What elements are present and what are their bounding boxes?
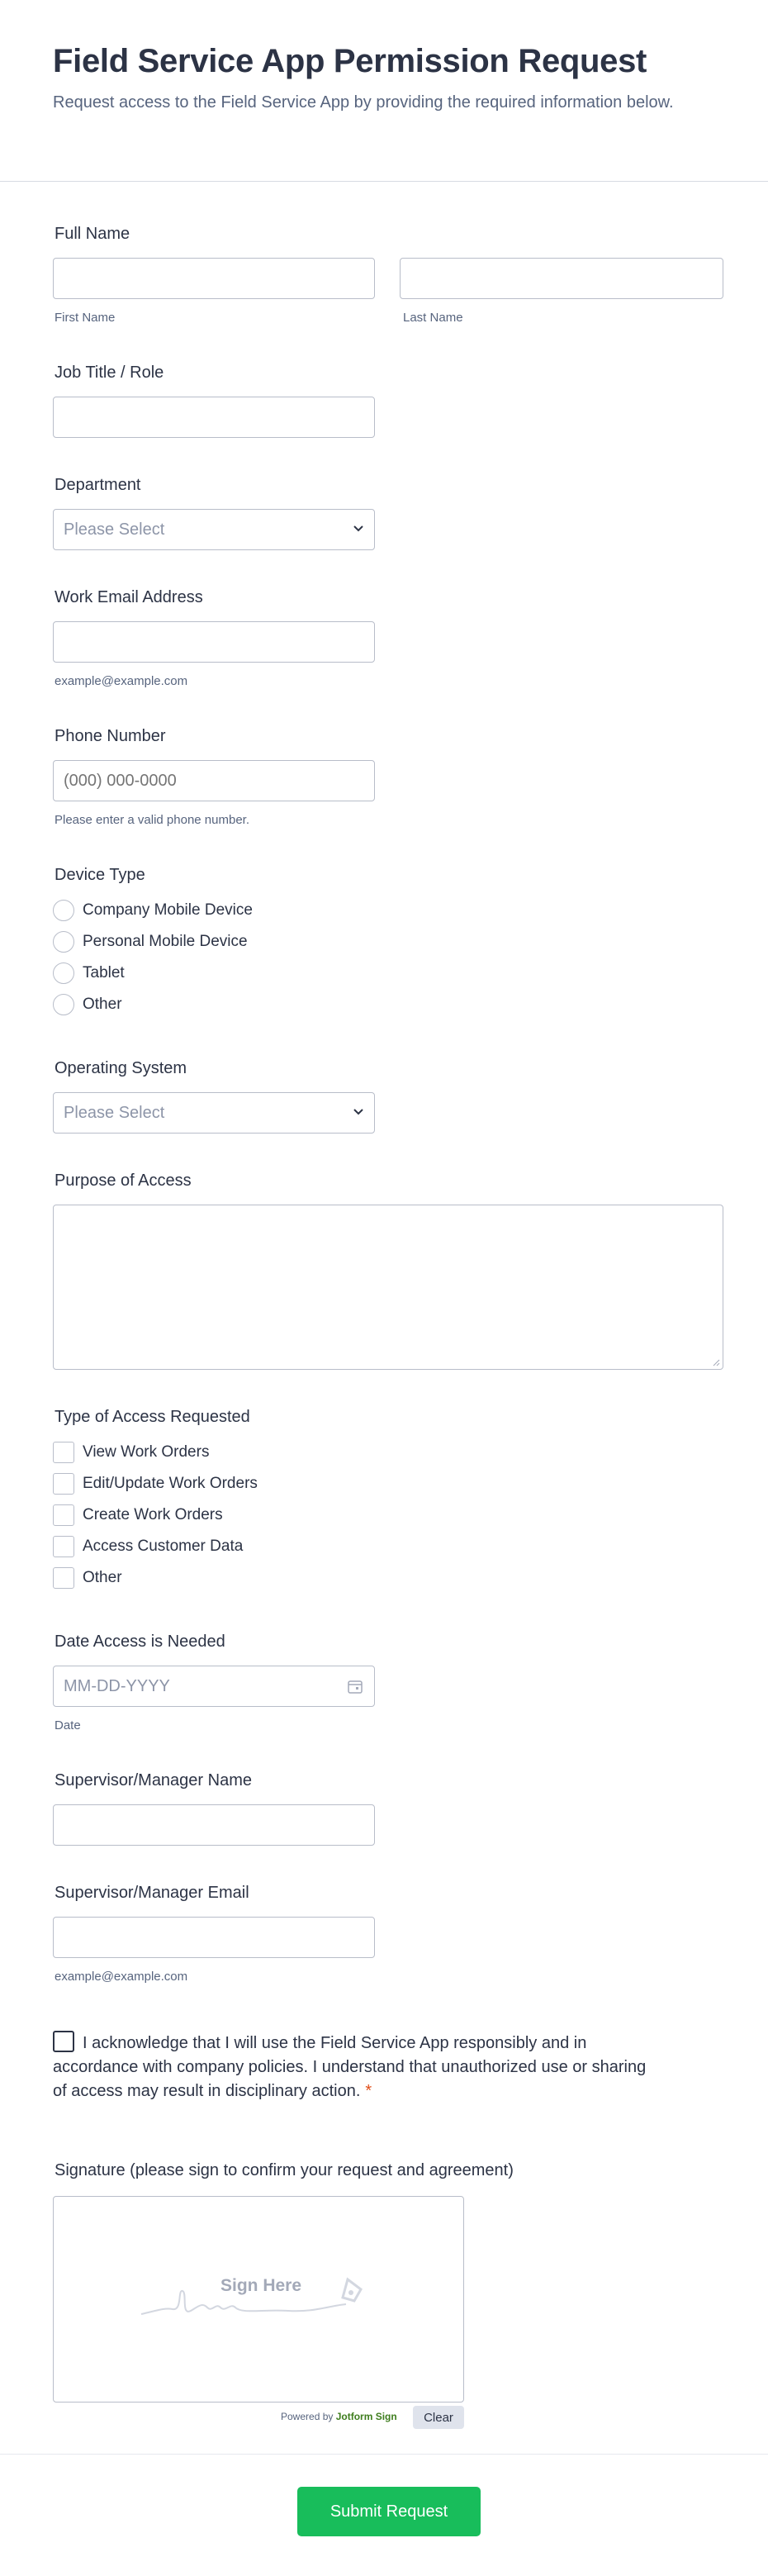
checkbox[interactable] [53, 1504, 74, 1526]
supervisor-email-sublabel: example@example.com [55, 1970, 188, 1984]
device-option-other[interactable] [53, 993, 122, 1016]
operating-system-selected-value: Please Select [64, 1103, 165, 1122]
radio-button[interactable] [53, 931, 74, 953]
full-name-label: Full Name [55, 225, 130, 243]
department-select[interactable] [53, 509, 375, 550]
phone-input[interactable] [53, 760, 375, 801]
radio-button[interactable] [53, 962, 74, 984]
chevron-down-icon [353, 1108, 364, 1116]
form-header [0, 0, 768, 182]
powered-by [281, 2411, 397, 2422]
phone-label: Phone Number [55, 727, 166, 745]
work-email-label: Work Email Address [55, 588, 203, 606]
footer-divider [0, 2454, 768, 2455]
first-name-sublabel: First Name [55, 311, 116, 325]
sign-here-text: Sign Here [220, 2276, 302, 2295]
access-option-label: View Work Orders [83, 1443, 210, 1461]
access-option-view[interactable] [53, 1441, 209, 1464]
signature-pad[interactable] [53, 2196, 464, 2403]
calendar-icon[interactable] [348, 1680, 363, 1694]
acknowledgement-field [53, 2031, 647, 2103]
last-name-input[interactable] [400, 258, 723, 299]
device-option-label: Company Mobile Device [83, 901, 253, 919]
department-selected-value: Please Select [64, 520, 165, 539]
radio-button[interactable] [53, 900, 74, 921]
device-option-tablet[interactable] [53, 962, 125, 985]
date-needed-input[interactable] [53, 1666, 375, 1707]
supervisor-name-label: Supervisor/Manager Name [55, 1771, 252, 1789]
supervisor-name-input[interactable] [53, 1804, 375, 1846]
device-type-label: Device Type [55, 866, 145, 884]
device-option-label: Other [83, 996, 122, 1013]
device-option-label: Tablet [83, 964, 125, 981]
access-option-label: Edit/Update Work Orders [83, 1475, 258, 1492]
phone-sublabel: Please enter a valid phone number. [55, 813, 249, 827]
submit-button[interactable]: Submit Request [297, 2487, 481, 2536]
job-title-input[interactable] [53, 397, 375, 438]
radio-button[interactable] [53, 994, 74, 1015]
required-mark: * [365, 2082, 372, 2100]
purpose-textarea[interactable] [53, 1205, 723, 1370]
access-option-label: Create Work Orders [83, 1506, 223, 1523]
work-email-input[interactable] [53, 621, 375, 663]
access-type-label: Type of Access Requested [55, 1408, 250, 1426]
access-option-label: Access Customer Data [83, 1538, 244, 1555]
checkbox[interactable] [53, 1442, 74, 1463]
clear-signature-button[interactable]: Clear [413, 2406, 464, 2429]
operating-system-label: Operating System [55, 1059, 187, 1077]
first-name-input[interactable] [53, 258, 375, 299]
checkbox[interactable] [53, 1536, 74, 1557]
work-email-sublabel: example@example.com [55, 674, 188, 688]
device-option-company[interactable] [53, 899, 253, 922]
checkbox[interactable] [53, 1473, 74, 1495]
signature-label: Signature (please sign to confirm your request and agreement) [55, 2161, 514, 2179]
last-name-sublabel: Last Name [403, 311, 463, 325]
access-option-label: Other [83, 1569, 122, 1586]
powered-brand[interactable]: Jotform Sign [335, 2411, 397, 2422]
department-label: Department [55, 476, 141, 494]
supervisor-email-input[interactable] [53, 1917, 375, 1958]
form-subtitle: Request access to the Field Service App by providing the required information below. [53, 93, 674, 112]
access-option-create[interactable] [53, 1504, 223, 1527]
purpose-label: Purpose of Access [55, 1172, 192, 1190]
acknowledgement-text: I acknowledge that I will use the Field Service App responsibly and in accordance with company policies. I understand that unauthorized use or sharing of access may result in disciplinary action. [53, 2034, 647, 2100]
date-sublabel: Date [55, 1718, 81, 1732]
powered-prefix: Powered by [281, 2411, 334, 2422]
date-placeholder: MM-DD-YYYY [64, 1676, 170, 1695]
chevron-down-icon [353, 525, 364, 533]
access-option-customer-data[interactable] [53, 1535, 243, 1558]
resize-handle-icon[interactable] [712, 1358, 720, 1366]
checkbox[interactable] [53, 1567, 74, 1589]
access-option-edit[interactable] [53, 1472, 258, 1495]
access-option-other[interactable] [53, 1566, 122, 1590]
job-title-label: Job Title / Role [55, 364, 164, 382]
form-title: Field Service App Permission Request [53, 43, 647, 79]
device-option-label: Personal Mobile Device [83, 933, 248, 950]
acknowledgement-checkbox[interactable] [53, 2031, 74, 2052]
date-needed-label: Date Access is Needed [55, 1633, 225, 1651]
operating-system-select[interactable] [53, 1092, 375, 1134]
supervisor-email-label: Supervisor/Manager Email [55, 1884, 249, 1902]
device-option-personal[interactable] [53, 930, 248, 953]
